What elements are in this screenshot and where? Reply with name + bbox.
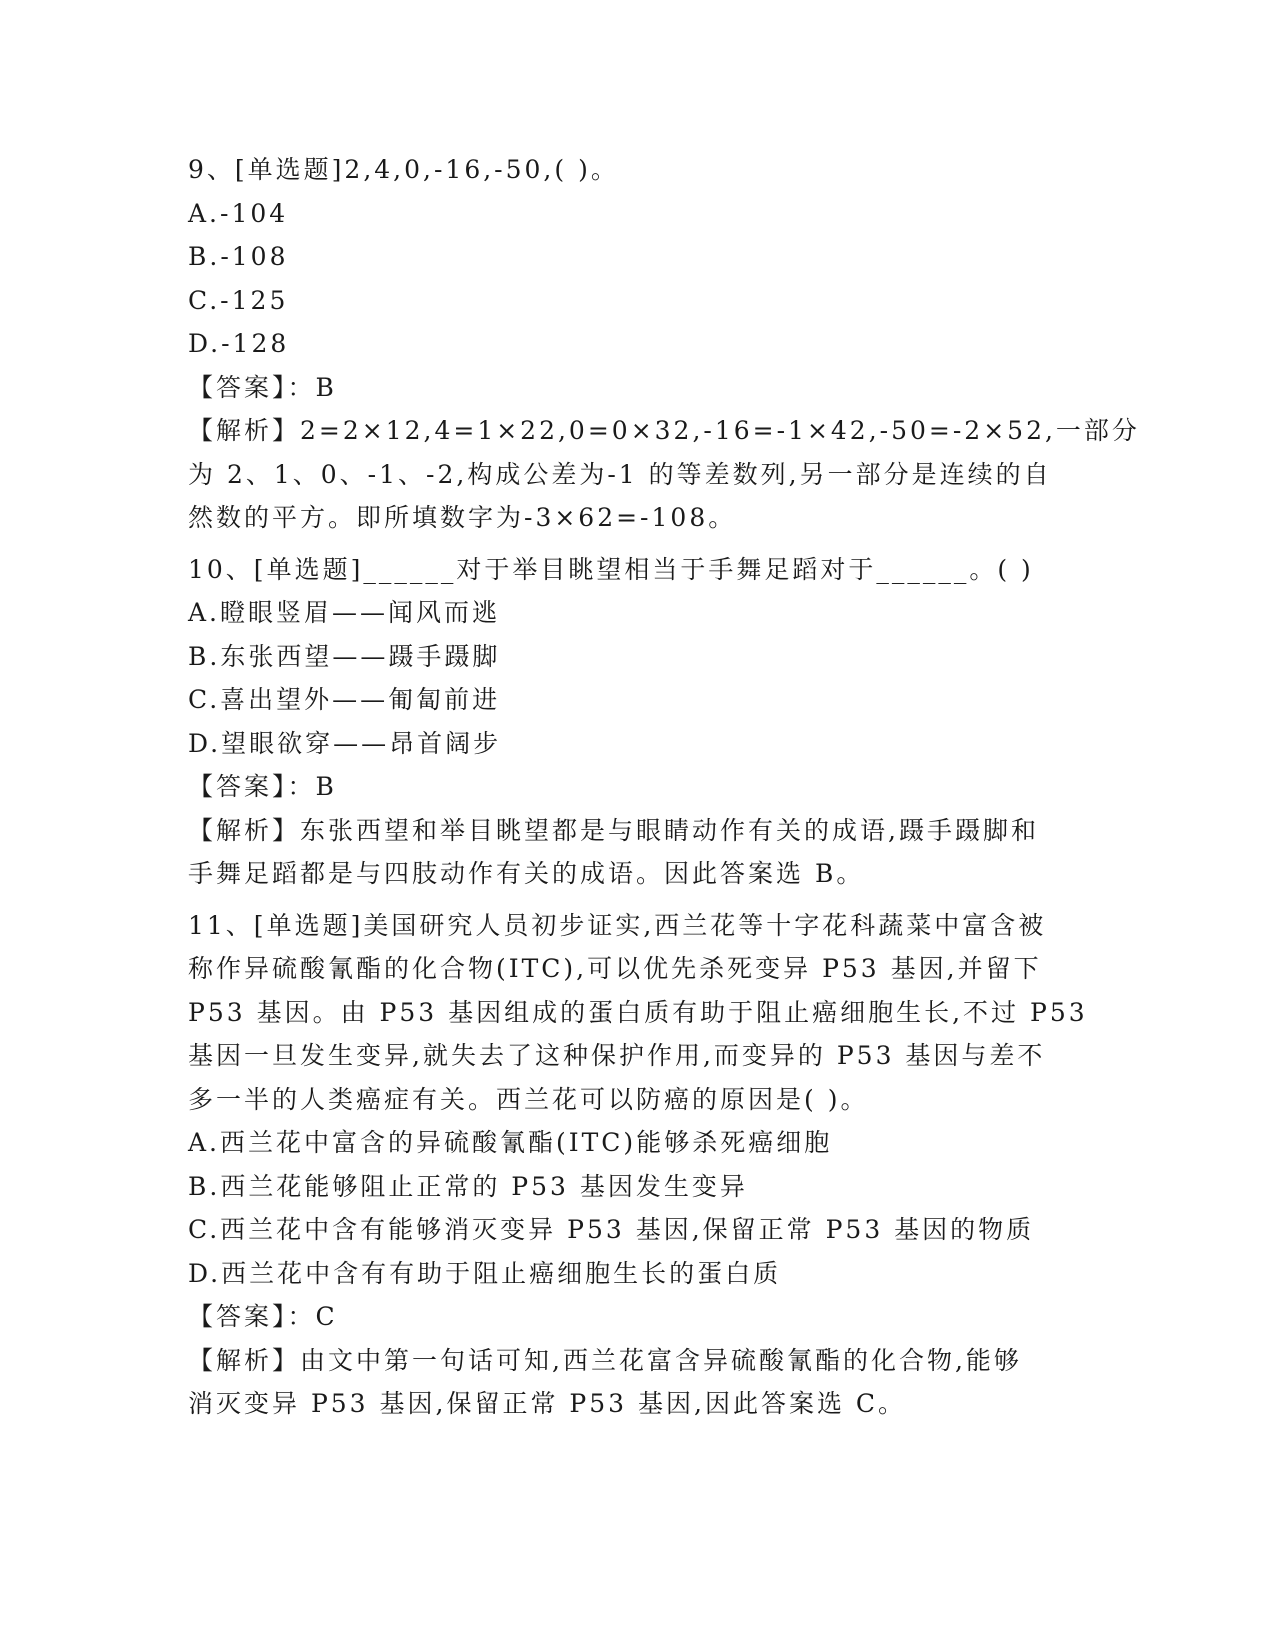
question-9 bbox=[188, 148, 1140, 540]
option-d: D.西兰花中含有有助于阻止癌细胞生长的蛋白质 bbox=[188, 1258, 782, 1288]
option-a: A.西兰花中富含的异硫酸氰酯(ITC)能够杀死癌细胞 bbox=[188, 1128, 833, 1157]
analysis-line: 手舞足蹈都是与四肢动作有关的成语。因此答案选 B。 bbox=[188, 859, 865, 888]
question-spacer bbox=[188, 540, 1088, 548]
option-c: C.-125 bbox=[188, 285, 289, 315]
option-d: D.-128 bbox=[188, 329, 290, 358]
option-d: D.望眼欲穿——昂首阔步 bbox=[188, 728, 502, 758]
question-stem-line: 11、[单选题]美国研究人员初步证实,西兰花等十字花科蔬菜中富含被 bbox=[188, 910, 1047, 940]
option-b: B.西兰花能够阻止正常的 P53 基因发生变异 bbox=[188, 1171, 748, 1201]
analysis-line: 【解析】东张西望和举目眺望都是与眼睛动作有关的成语,蹑手蹑脚和 bbox=[188, 815, 1039, 845]
answer-line: 【答案】：B bbox=[188, 772, 337, 801]
question-list bbox=[188, 148, 1140, 1426]
question-stem-line: 多一半的人类癌症有关。西兰花可以防癌的原因是( )。 bbox=[188, 1084, 869, 1114]
answer-line: 【答案】：B bbox=[188, 372, 337, 402]
analysis-line: 消灭变异 P53 基因,保留正常 P53 基因,因此答案选 C。 bbox=[188, 1389, 907, 1418]
question-stem-line: P53 基因。由 P53 基因组成的蛋白质有助于阻止癌细胞生长,不过 P53 bbox=[188, 997, 1088, 1027]
analysis-line: 然数的平方。即所填数字为-3×62=-108。 bbox=[188, 503, 737, 532]
question-stem-line: 基因一旦发生变异,就失去了这种保护作用,而变异的 P53 基因与差不 bbox=[188, 1041, 1046, 1070]
option-c: C.喜出望外——匍匐前进 bbox=[188, 685, 501, 714]
answer-line: 【答案】：C bbox=[188, 1302, 338, 1331]
question-stem-line: 9、[单选题]2,4,0,-16,-50,( )。 bbox=[188, 155, 619, 184]
option-a: A.-104 bbox=[188, 198, 289, 228]
option-a: A.瞪眼竖眉——闻风而逃 bbox=[188, 598, 501, 627]
question-11 bbox=[188, 904, 1088, 1426]
option-b: B.-108 bbox=[188, 242, 289, 271]
question-stem-line: 称作异硫酸氰酯的化合物(ITC),可以优先杀死变异 P53 基因,并留下 bbox=[188, 954, 1042, 983]
option-b: B.东张西望——蹑手蹑脚 bbox=[188, 641, 501, 671]
option-c: C.西兰花中含有能够消灭变异 P53 基因,保留正常 P53 基因的物质 bbox=[188, 1215, 1035, 1244]
analysis-line: 【解析】由文中第一句话可知,西兰花富含异硫酸氰酯的化合物,能够 bbox=[188, 1345, 1022, 1375]
question-spacer bbox=[188, 896, 1088, 904]
analysis-line: 为 2、1、0、-1、-2,构成公差为-1 的等差数列,另一部分是连续的自 bbox=[188, 459, 1052, 489]
question-10 bbox=[188, 548, 1088, 896]
question-stem-line: 10、[单选题]______对于举目眺望相当于手舞足蹈对于______。( ) bbox=[188, 554, 1034, 584]
analysis-line: 【解析】2=2×12,4=1×22,0=0×32,-16=-1×42,-50=-2×52,一部分 bbox=[188, 416, 1140, 445]
